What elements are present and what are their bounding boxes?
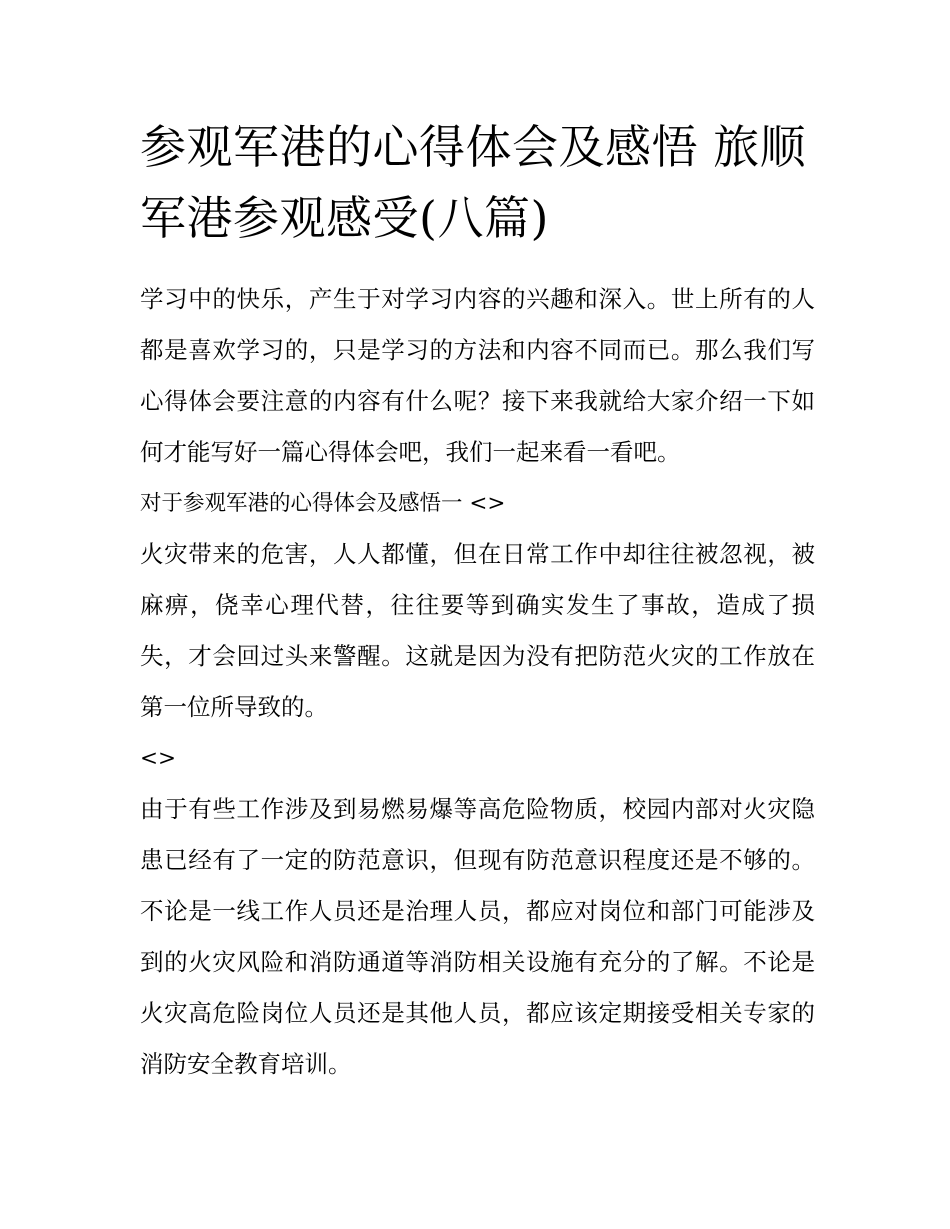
document-content — [140, 112, 815, 1090]
document-title: 参观军港的心得体会及感悟 旅顺军港参观感受(八篇) — [140, 120, 807, 245]
body-paragraph: 火灾带来的危害，人人都懂，但在日常工作中却往往被忽视，被麻痹，侥幸心理代替，往往要等到确实发生了事故，造成了损失，才会回过头来警醒。这就是因为没有把防范火灾的工作放在第一位所导致的。 — [140, 540, 815, 721]
body-paragraph: 由于有些工作涉及到易燃易爆等高危险物质，校园内部对火灾隐患已经有了一定的防范意识，但现有防范意识程度还是不够的。不论是一线工作人员还是治理人员，都应对岗位和部门可能涉及到的火灾风险和消防通道等消防相关设施有充分的了解。不论是火灾高危险岗位人员还是其他人员，都应该定期接受相关专家的消防安全教育培训。 — [140, 795, 815, 1078]
section-heading: 对于参观军港的心得体会及感悟一 <> — [140, 491, 506, 516]
title-spacing — [140, 254, 815, 274]
placeholder-marker: <> — [140, 746, 177, 771]
intro-paragraph: 学习中的快乐，产生于对学习内容的兴趣和深入。世上所有的人都是喜欢学习的，只是学习的方法和内容不同而已。那么我们写心得体会要注意的内容有什么呢？接下来我就给大家介绍一下如何才能写好一篇心得体会吧，我们一起来看一看吧。 — [140, 285, 815, 466]
